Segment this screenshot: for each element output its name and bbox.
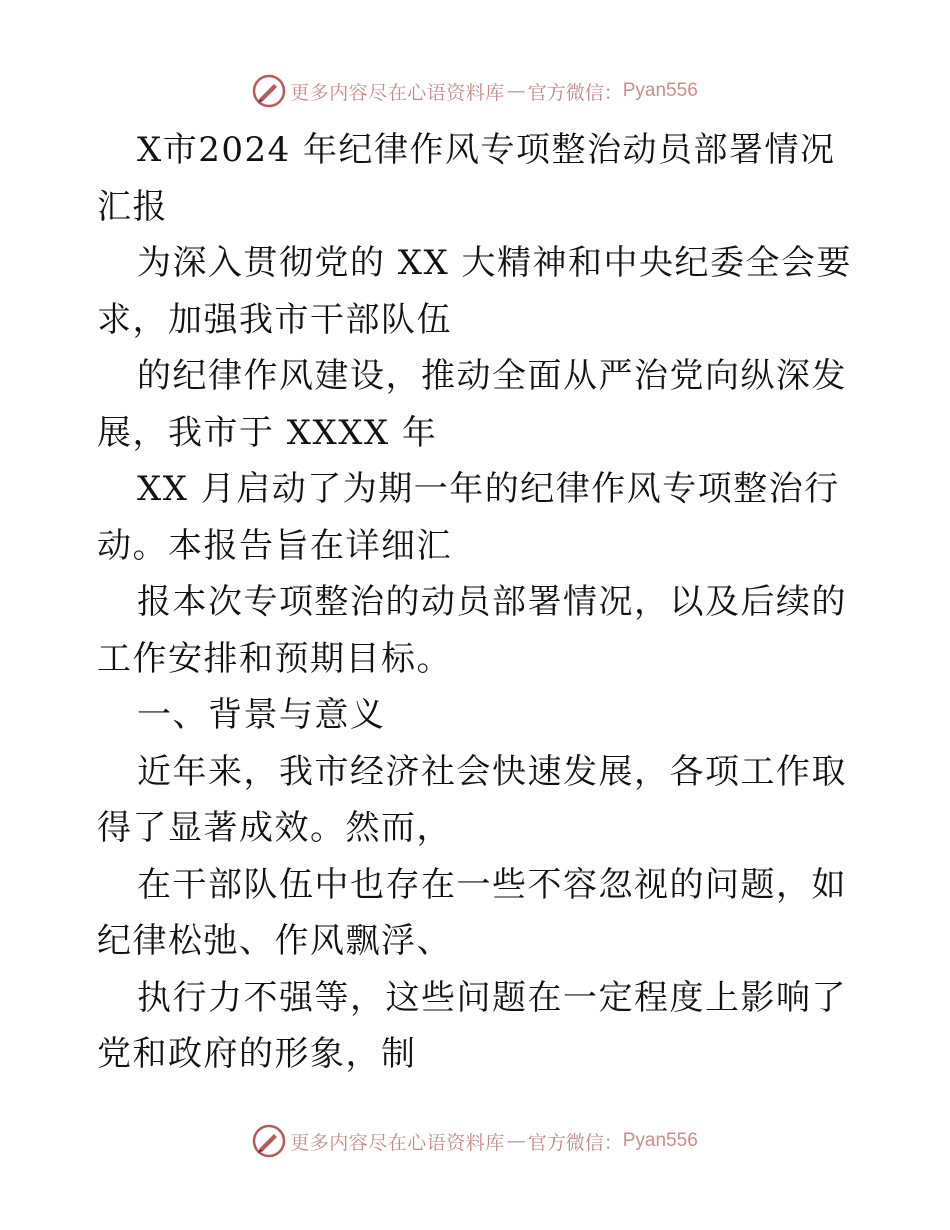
watermark-wechat-id: Pyan556 — [622, 1130, 698, 1151]
watermark-text: 更多内容尽在心语资料库 — [290, 81, 505, 104]
watermark-separator: — — [506, 1130, 526, 1152]
paragraph: XX 月启动了为期一年的纪律作风专项整治行动。本报告旨在详细汇 — [97, 469, 840, 566]
section-heading: 一、背景与意义 — [137, 695, 386, 735]
pen-logo-icon — [252, 74, 286, 108]
watermark-wechat-label: 官方微信： — [527, 81, 623, 104]
paragraph: 的纪律作风建设，推动全面从严治党向纵深发展，我市于 XXXX 年 — [97, 356, 847, 453]
paragraph: 报本次专项整治的动员部署情况，以及后续的工作安排和预期目标。 — [97, 582, 847, 679]
document-title: X市2024 年纪律作风专项整治动员部署情况汇报 — [97, 130, 836, 227]
watermark-footer — [0, 1124, 950, 1158]
watermark-text: 更多内容尽在心语资料库 — [290, 1131, 505, 1154]
watermark-separator: — — [506, 80, 526, 102]
watermark-wechat-id: Pyan556 — [622, 80, 698, 101]
watermark-wechat-label: 官方微信： — [527, 1131, 623, 1154]
document-body — [97, 122, 857, 1083]
paragraph: 近年来，我市经济社会快速发展，各项工作取得了显著成效。然而， — [97, 751, 847, 848]
paragraph: 在干部队伍中也存在一些不容忽视的问题，如纪律松弛、作风飘浮、 — [97, 864, 847, 961]
paragraph: 执行力不强等，这些问题在一定程度上影响了党和政府的形象，制 — [97, 977, 847, 1074]
paragraph: 为深入贯彻党的 XX 大精神和中央纪委全会要求，加强我市干部队伍 — [97, 243, 853, 340]
pen-logo-icon — [252, 1124, 286, 1158]
watermark-header — [0, 74, 950, 108]
